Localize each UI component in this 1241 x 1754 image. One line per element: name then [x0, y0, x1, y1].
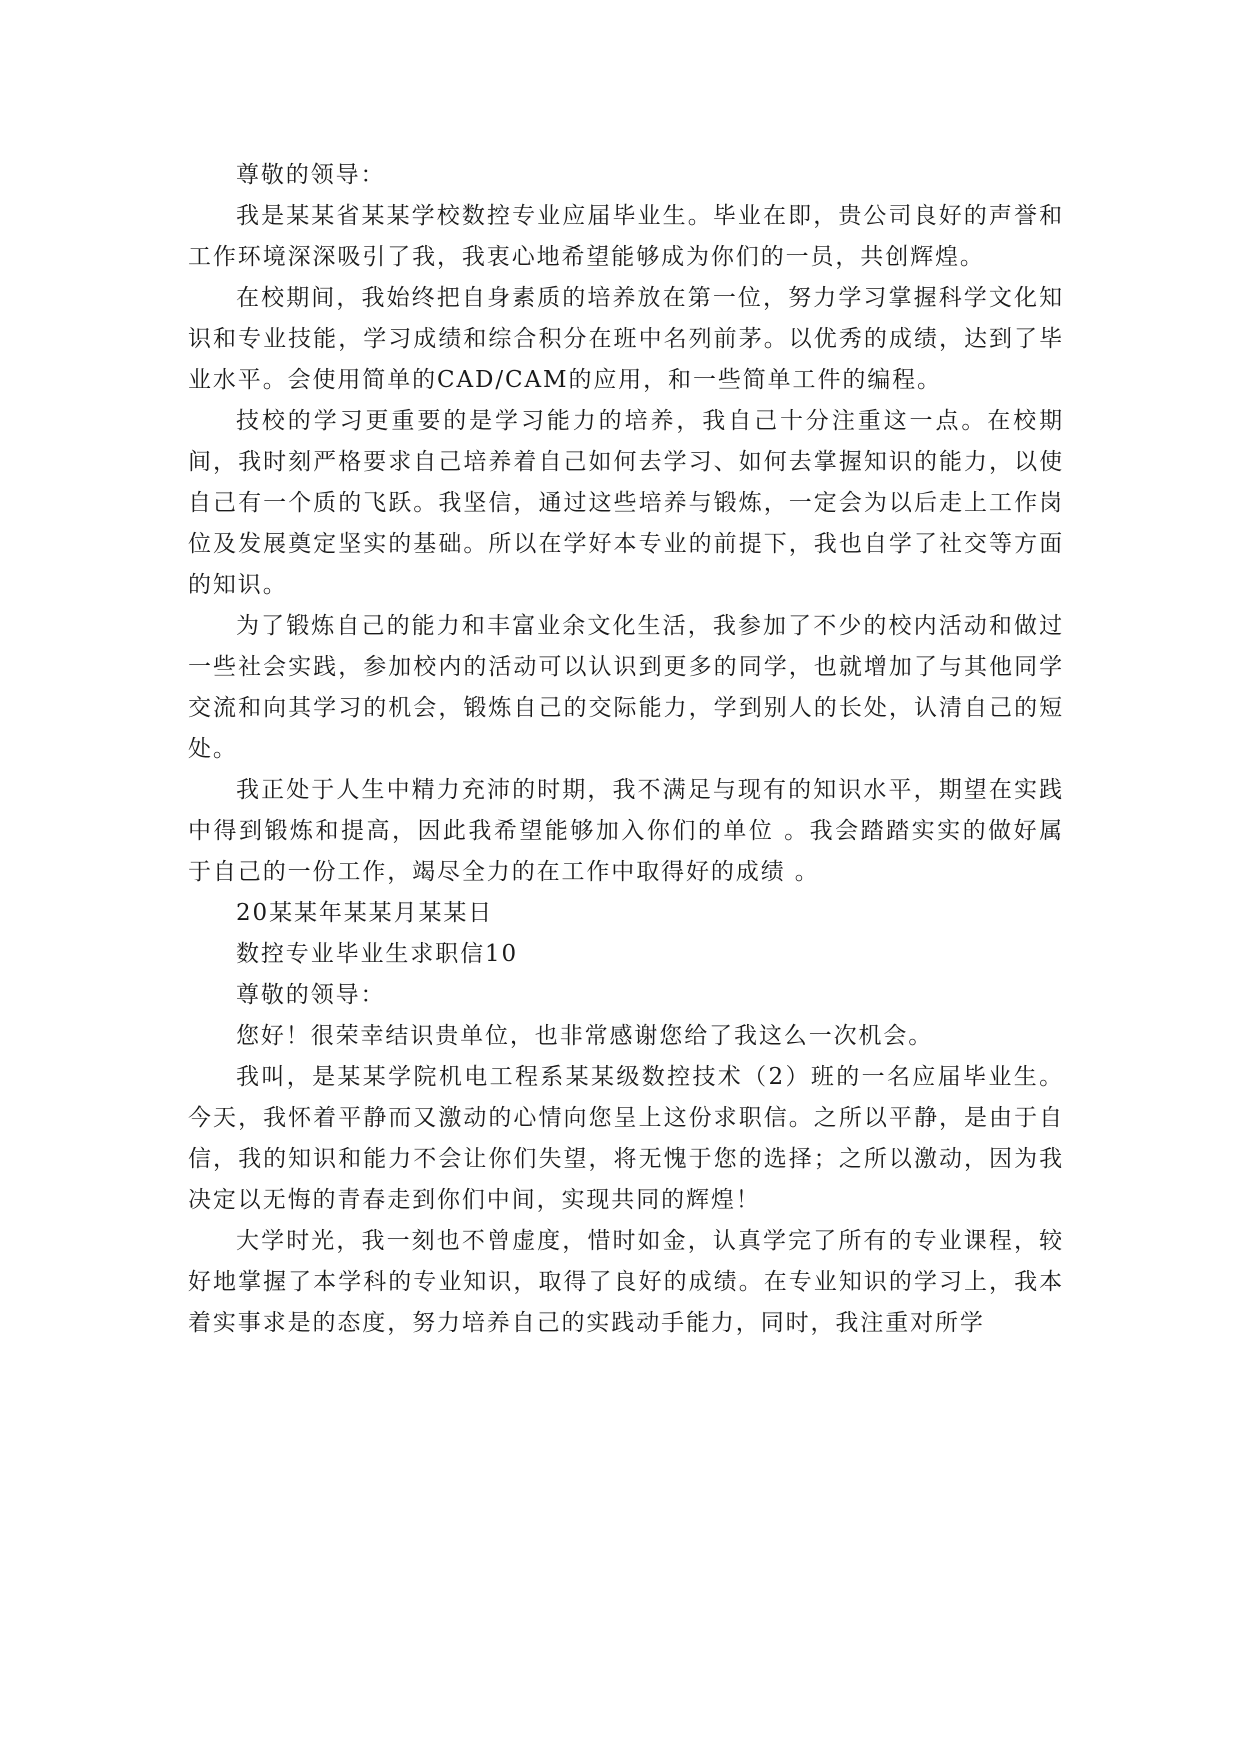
paragraph-self-introduction: 我叫，是某某学院机电工程系某某级数控技术（2）班的一名应届毕业生。今天，我怀着平静而又激动的心情向您呈上这份求职信。之所以平静，是由于自信，我的知识和能力不会让你们失望，将无愧于您的选择；之所以激动，因为我决定以无悔的青春走到你们中间，实现共同的辉煌！ [188, 1064, 1064, 1213]
paragraph-learning-ability: 技校的学习更重要的是学习能力的培养，我自己十分注重这一点。在校期间，我时刻严格要求自己培养着自己如何去学习、如何去掌握知识的能力，以使自己有一个质的飞跃。我坚信，通过这些培养与锻炼，一定会为以后走上工作岗位及发展奠定坚实的基础。所以在学好本专业的前提下，我也自学了社交等方面的知识。 [188, 408, 1064, 598]
paragraph-closing: 我正处于人生中精力充沛的时期，我不满足与现有的知识水平，期望在实践中得到锻炼和提高，因此我希望能够加入你们的单位 。我会踏踏实实的做好属于自己的一份工作，竭尽全力的在工作中取得好的成绩 。 [188, 777, 1064, 885]
paragraph-introduction: 我是某某省某某学校数控专业应届毕业生。毕业在即，贵公司良好的声誉和工作环境深深吸引了我，我衷心地希望能够成为你们的一员，共创辉煌。 [188, 203, 1064, 270]
paragraph-activities: 为了锻炼自己的能力和丰富业余文化生活，我参加了不少的校内活动和做过一些社会实践，参加校内的活动可以认识到更多的同学，也就增加了与其他同学交流和向其学习的机会，锻炼自己的交际能力，学到别人的长处，认清自己的短处。 [188, 613, 1064, 762]
salutation: 尊敬的领导： [236, 162, 386, 188]
paragraph-university-time: 大学时光，我一刻也不曾虚度，惜时如金，认真学完了所有的专业课程，较好地掌握了本学科的专业知识，取得了良好的成绩。在专业知识的学习上，我本着实事求是的态度，努力培养自己的实践动手能力，同时，我注重对所学 [188, 1228, 1064, 1336]
paragraph-school-period: 在校期间，我始终把自身素质的培养放在第一位，努力学习掌握科学文化知识和专业技能，学习成绩和综合积分在班中名列前茅。以优秀的成绩，达到了毕业水平。会使用简单的CAD/CAM的应用，和一些简单工件的编程。 [188, 285, 1064, 393]
greeting: 您好！很荣幸结识贵单位，也非常感谢您给了我这么一次机会。 [236, 1023, 934, 1049]
document-body [188, 155, 1064, 1344]
salutation-2: 尊敬的领导： [236, 982, 386, 1008]
section-title: 数控专业毕业生求职信10 [236, 941, 519, 967]
date-line: 20某某年某某月某某日 [236, 900, 494, 926]
